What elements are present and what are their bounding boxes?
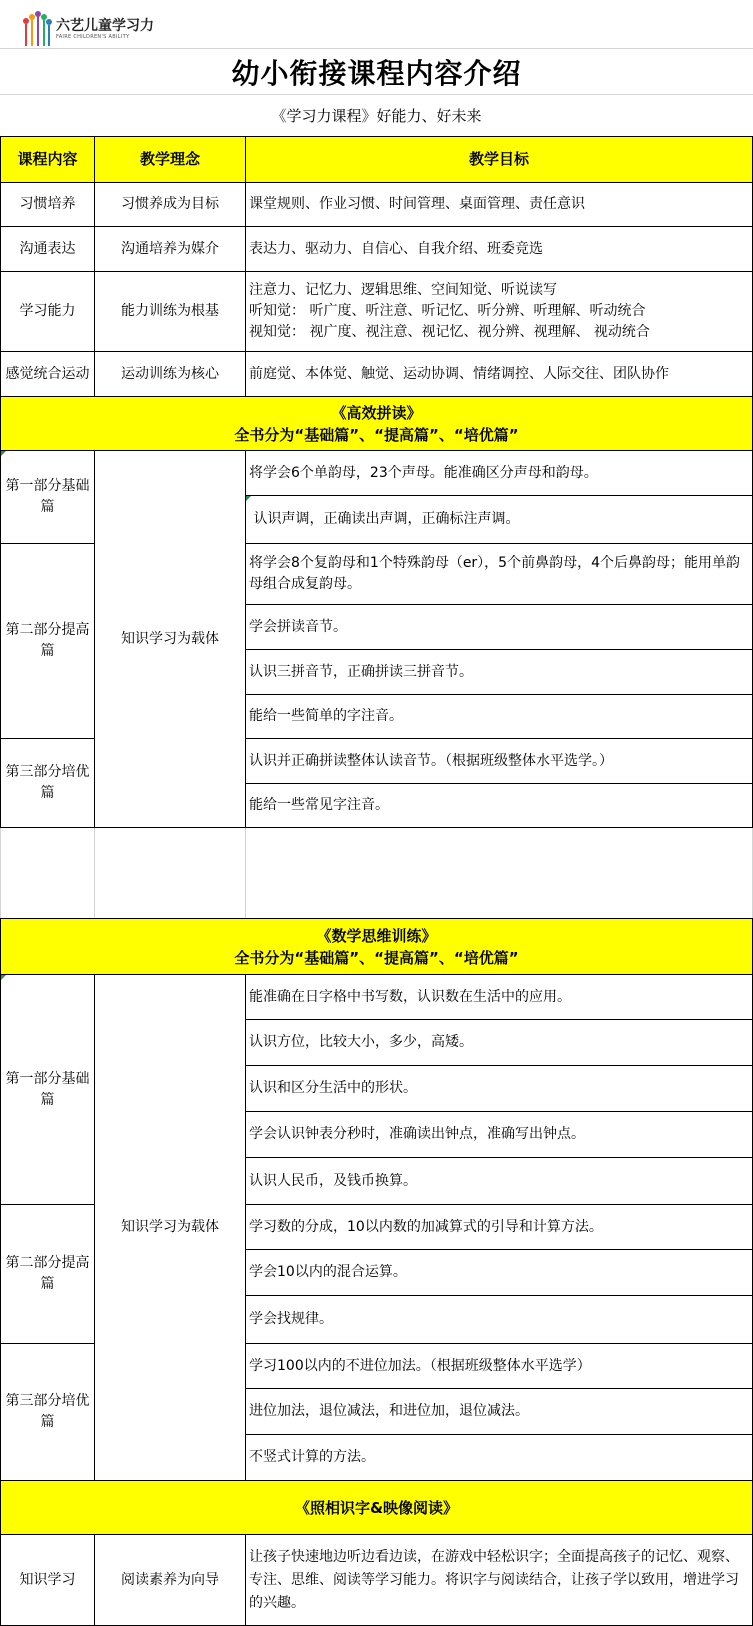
overview-goal bbox=[245, 271, 753, 352]
pinyin-goal: 将学会6个单韵母，23个声母。能准确区分声母和韵母。 bbox=[245, 450, 753, 496]
cell-comment-marker bbox=[246, 496, 251, 501]
math-goal: 能准确在日字格中书写数，认识数在生活中的应用。 bbox=[245, 974, 753, 1020]
pinyin-goal: 能给一些常见字注音。 bbox=[245, 783, 753, 828]
overview-content: 习惯培养 bbox=[0, 182, 95, 227]
overview-goal: 课堂规则、作业习惯、时间管理、桌面管理、责任意识 bbox=[245, 182, 753, 227]
math-goal: 学会10以内的混合运算。 bbox=[245, 1249, 753, 1296]
overview-goal-line: 注意力、记忆力、逻辑思维、空间知觉、听说读写 bbox=[249, 282, 557, 298]
reading-content: 知识学习 bbox=[0, 1534, 95, 1626]
header-teaching-idea: 教学理念 bbox=[94, 136, 246, 183]
math-part-2: 第二部分提高篇 bbox=[0, 1204, 95, 1344]
page-subtitle: 《学习力课程》好能力、好未来 bbox=[0, 94, 753, 136]
cell-comment-marker bbox=[1, 975, 6, 980]
math-title: 《数学思维训练》 bbox=[316, 926, 437, 945]
reading-idea: 阅读素养为向导 bbox=[94, 1534, 246, 1626]
pinyin-idea: 知识学习为载体 bbox=[94, 450, 246, 828]
overview-content: 学习能力 bbox=[0, 271, 95, 352]
pinyin-title: 《高效拼读》 bbox=[331, 403, 422, 422]
math-goal: 认识和区分生活中的形状。 bbox=[245, 1065, 753, 1112]
math-banner bbox=[0, 918, 753, 975]
pinyin-part-2: 第二部分提高篇 bbox=[0, 543, 95, 739]
overview-goal-line: 听知觉： 听广度、听注意、听记忆、听分辨、听理解、听动统合 bbox=[249, 303, 646, 319]
overview-goal: 表达力、驱动力、自信心、自我介绍、班委竞选 bbox=[245, 226, 753, 272]
cell-comment-marker bbox=[1, 451, 6, 456]
math-part-1: 第一部分基础篇 bbox=[0, 974, 95, 1205]
empty-cell bbox=[0, 872, 95, 919]
overview-content: 感觉统合运动 bbox=[0, 351, 95, 397]
pinyin-goal: 认识声调，正确读出声调，正确标注声调。 bbox=[245, 495, 753, 544]
pinyin-goal: 认识三拼音节，正确拼读三拼音节。 bbox=[245, 649, 753, 695]
brand-name: 六艺儿童学习力 bbox=[56, 17, 154, 34]
empty-cell bbox=[94, 828, 246, 873]
brand-name-en: FAIRE CHILDREN'S ABILITY bbox=[56, 33, 130, 40]
pinyin-subtitle: 全书分为“基础篇”、“提高篇”、“培优篇” bbox=[234, 425, 519, 444]
math-idea: 知识学习为载体 bbox=[94, 974, 246, 1481]
empty-cell bbox=[245, 828, 753, 873]
reading-title: 《照相识字&映像阅读》 bbox=[294, 1498, 459, 1517]
math-goal: 认识人民币，及钱币换算。 bbox=[245, 1157, 753, 1205]
pinyin-goal: 能给一些简单的字注音。 bbox=[245, 694, 753, 739]
math-part-3: 第三部分培优篇 bbox=[0, 1343, 95, 1481]
header-course-content: 课程内容 bbox=[0, 136, 95, 183]
pinyin-goal: 认识并正确拼读整体认读音节。（根据班级整体水平选学。） bbox=[245, 738, 753, 784]
pinyin-goal: 将学会8个复韵母和1个特殊韵母（er），5个前鼻韵母，4个后鼻韵母；能用单韵母组合成复韵母。 bbox=[245, 543, 753, 605]
overview-goal-line: 视知觉： 视广度、视注意、视记忆、视分辨、视理解、 视动统合 bbox=[249, 324, 650, 340]
reading-banner bbox=[0, 1480, 753, 1535]
math-goal: 不竖式计算的方法。 bbox=[245, 1434, 753, 1481]
math-goal: 学会找规律。 bbox=[245, 1295, 753, 1344]
pinyin-goal: 学会拼读音节。 bbox=[245, 604, 753, 650]
brand-logo-icon bbox=[22, 10, 52, 48]
reading-goal: 让孩子快速地边听边看边读，在游戏中轻松识字；全面提高孩子的记忆、观察、专注、思维、阅读等学习能力。将识字与阅读结合，让孩子学以致用，增进学习的兴趣。 bbox=[245, 1534, 753, 1626]
math-goal: 学会认识钟表分秒时，准确读出钟点，准确写出钟点。 bbox=[245, 1111, 753, 1158]
math-subtitle: 全书分为“基础篇”、“提高篇”、“培优篇” bbox=[234, 948, 519, 967]
overview-goal: 前庭觉、本体觉、触觉、运动协调、情绪调控、人际交往、团队协作 bbox=[245, 351, 753, 397]
pinyin-part-3: 第三部分培优篇 bbox=[0, 738, 95, 828]
empty-cell bbox=[0, 828, 95, 873]
page-title: 幼小衔接课程内容介绍 bbox=[0, 48, 753, 94]
pinyin-part-1: 第一部分基础篇 bbox=[0, 450, 95, 544]
header-teaching-goal: 教学目标 bbox=[245, 136, 753, 183]
math-goal: 认识方位，比较大小，多少，高矮。 bbox=[245, 1019, 753, 1066]
empty-cell bbox=[94, 872, 246, 919]
math-goal: 学习100以内的不进位加法。（根据班级整体水平选学） bbox=[245, 1343, 753, 1389]
overview-idea: 运动训练为核心 bbox=[94, 351, 246, 397]
empty-cell bbox=[245, 872, 753, 919]
math-goal: 进位加法，退位减法，和进位加，退位减法。 bbox=[245, 1388, 753, 1435]
overview-idea: 沟通培养为媒介 bbox=[94, 226, 246, 272]
math-goal: 学习数的分成，10以内数的加减算式的引导和计算方法。 bbox=[245, 1204, 753, 1250]
pinyin-banner bbox=[0, 396, 753, 451]
overview-idea: 能力训练为根基 bbox=[94, 271, 246, 352]
brand-logo bbox=[22, 10, 154, 48]
overview-content: 沟通表达 bbox=[0, 226, 95, 272]
overview-idea: 习惯养成为目标 bbox=[94, 182, 246, 227]
